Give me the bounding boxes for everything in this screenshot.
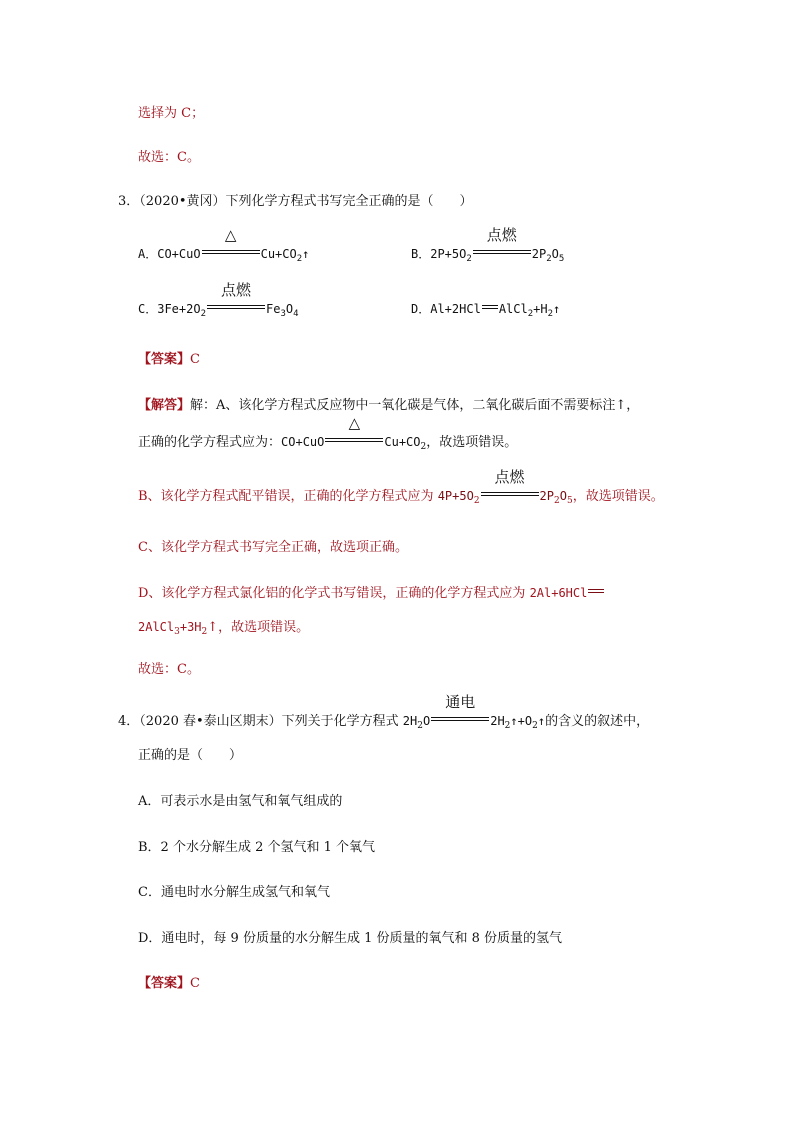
q4-option-a: A．可表示水是由氢气和氧气组成的 [138, 794, 343, 809]
q3-option-a: A．CO+CuO △ $Cu+CO_2↑$ [138, 226, 310, 264]
q3-final: 故选：C。 [138, 662, 200, 677]
q4-answer: 【答案】C [138, 976, 200, 991]
q3-analysis-d-line2: $2AlCl_3+3H_2↑$，故选项错误。 [138, 620, 310, 637]
q4-option-d: D．通电时，每 9 份质量的水分解生成 1 份质量的氧气和 8 份质量的氢气 [138, 931, 563, 946]
q3-stem: 3．（2020•黄冈）下列化学方程式书写完全正确的是（ ） [118, 194, 473, 209]
answer-tag: 【答案】 [138, 976, 191, 991]
q4-stem-line1: 4．（2020 春•泰山区期末）下列关于化学方程式 $2H_2O$ 通电 $2H_2↑+O_2↑$的含义的叙述中， [118, 693, 650, 731]
q4-option-c: C．通电时水分解生成氢气和氧气 [138, 885, 330, 900]
q3-analysis-a-line1: 【解答】解：A、该化学方程式反应物中一氧化碳是气体，二氧化碳后面不需要标注↑， [138, 398, 640, 413]
q4-stem-line2: 正确的是（ ） [138, 748, 243, 763]
q3-answer: 【答案】C [138, 352, 200, 367]
q3-analysis-a-line2: 正确的化学方程式应为：CO+CuO △ $Cu+CO_2$，故选项错误。 [138, 414, 518, 452]
q3-analysis-d-line1: D、该化学方程式氯化铝的化学式书写错误，正确的化学方程式应为 2Al+6HCl [138, 583, 605, 604]
q3-option-d: D．Al+2HCl $AlCl_2+H_2↑$ [411, 302, 561, 319]
prev-final-line: 故选：C。 [138, 150, 200, 165]
answer-tag: 【答案】 [138, 352, 191, 367]
q4-option-b: B．2 个水分解生成 2 个氢气和 1 个氧气 [138, 840, 376, 855]
q3-option-c: C．$3Fe+2O_2$ 点燃 $Fe_3O_4$ [138, 281, 299, 319]
q3-option-b: B．$2P+5O_2$ 点燃 $2P_2O_5$ [411, 226, 565, 264]
q3-analysis-c: C、该化学方程式书写完全正确，故选项正确。 [138, 540, 408, 555]
prev-answer-line: 选择为 C； [138, 106, 205, 121]
analysis-tag: 【解答】 [138, 398, 191, 413]
q3-analysis-b: B、该化学方程式配平错误，正确的化学方程式应为 $4P+5O_2$ 点燃 $2P_2O_5$，故选项错误。 [138, 468, 664, 506]
